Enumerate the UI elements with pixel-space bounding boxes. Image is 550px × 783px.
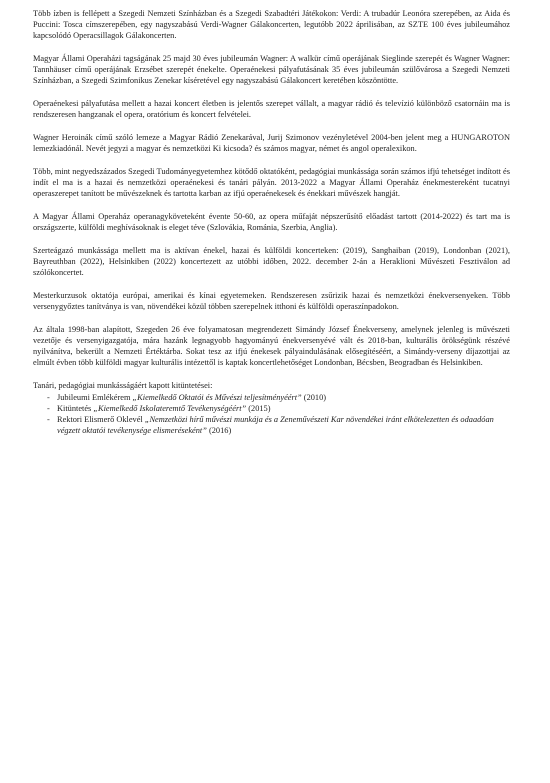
award-year: (2016): [206, 426, 232, 435]
award-prefix: Rektori Elismerő Oklevél: [57, 415, 145, 424]
paragraph-teaching-career: Több, mint negyedszázados Szegedi Tudományegyetemhez kötődő oktatóként, pedagógiai munkássága során számos ifjú tehetséget indított és indít el ma is a hazai és nemzetközi operaénekesi és tanári pályán. 2013-2022 a Magyar Állami Operaház énekmestereként tucatnyi operaszerepet tanított be művészeknek és tartotta karban az ifjú operaénekesek és énekkari művészek hangját.: [33, 167, 510, 198]
bullet-marker: -: [47, 404, 50, 413]
awards-intro: Tanári, pedagógiai munkásságáért kapott kitüntetései:: [33, 381, 213, 390]
award-prefix: Kitüntetés: [57, 404, 94, 413]
paragraph-wagner-album: Wagner Heroinák című szóló lemeze a Magyar Rádió Zenekarával, Jurij Szimonov vezényletével 2004-ben jelent meg a HUNGAROTON lemezkiadónál. Nevét jegyzi a magyar és nemzetközi Ki kicsoda? és számos magyar, német és angol operalexikon.: [33, 133, 510, 153]
award-year: (2015): [246, 404, 271, 413]
award-year: (2010): [301, 393, 327, 402]
paragraph-simandy-competition: Az általa 1998-ban alapított, Szegeden 26 éve folyamatosan megrendezett Simándy József Énekverseny, amelynek jelenleg is művészeti vezetője és versenyigazgatója, mára hazánk legnagyobb hagyományú énekversenyévé vált és 2018-ban, kulturális örökségünk részévé nyilvánítva, bekerült a Nemzeti Értéktárba. Sokat tesz az ifjú énekesek pályaindulásának elősegítéséért, a Simándy-verseny díjazottjai az elmúlt évben több külföldi magyar kulturális intézettől is kaptak koncertlehetőséget Londonban, Bécsben, Beogradban és Helsinkiben.: [33, 325, 510, 367]
paragraph-opera-jubilee: Magyar Állami Operaházi tagságának 25 majd 30 éves jubileumán Wagner: A walkür című operájának Sieglinde szerepét és Wagner Wagner: Tannhäuser című operájának Erzsébet szerepét énekelte. Operaénekesi pályafutásának 35 éves jubileumán szülővárosa a Szegedi Nemzeti Színházban, a Szegedi Szimfonikus Zenekar kíséretével egy nagyszabású Gálakoncert keretében köszöntötte.: [33, 54, 510, 85]
award-title: „Kiemelkedő Iskolateremtő Tevékenységéért”: [93, 404, 247, 413]
paragraph-opera-ambassador: A Magyar Állami Operaház operanagyköveteként évente 50-60, az opera műfaját népszerűsítő előadást tartott (2014-2022) és tart ma is országszerte, külföldi meghívásoknak is eleget téve (Szlovákia, Románia, Szerbia, Anglia).: [33, 212, 510, 232]
bullet-marker: -: [47, 415, 50, 424]
paragraph-szeged-performances: Több ízben is fellépett a Szegedi Nemzeti Színházban és a Szegedi Szabadtéri Játékokon: Verdi: A trubadúr Leonóra szerepében, az Aida és Puccini: Tosca címszerepében, egy nagyszabású Verdi-Wagner Gálakoncerten, legutóbb 2022 áprilisában, az SZTE 100 éves jubileumához kapcsolódó Operacsillagok Gálakoncerten.: [33, 9, 510, 40]
award-item-2016: [47, 414, 510, 436]
award-title: „Nemzetközi hírű művészi munkája és a Zeneművészeti Kar növendékei iránt elkötelezetten és odaadóan végzett oktatói tevékenysége elismeréseként”: [57, 415, 494, 435]
award-item-2010: [47, 392, 510, 403]
paragraph-recent-concerts: Szerteágazó munkássága mellett ma is aktívan énekel, hazai és külföldi koncerteken: (2019), Sanghaiban (2019), Londonban (2021), Bayreuthban (2022), Helsinkiben (2022) koncertezett az utóbbi időben, 2022. december 2-án a Heraklioni Művészeti Fesztiválon ad szólókoncertet.: [33, 246, 510, 277]
award-prefix: Jubileumi Emlékérem: [57, 393, 133, 402]
bullet-marker: -: [47, 393, 50, 402]
paragraph-masterclasses: Mesterkurzusok oktatója európai, amerikai és kínai egyetemeken. Rendszeresen zsűrizik hazai és nemzetközi énekversenyeken. Több versenygyőztes tanítványa is van, növendékei közül többen szerepelnek itthoni és külföldi operaszínpadokon.: [33, 291, 510, 311]
award-item-2015: [47, 403, 510, 414]
awards-list: [33, 392, 510, 436]
award-title: „Kiemelkedő Oktatói és Művészi teljesítményéért”: [132, 393, 302, 402]
paragraph-concert-career: Operaénekesi pályafutása mellett a hazai koncert életben is jelentős szerepet vállalt, a magyar rádió és televízió különböző csatornáin ma is rendszeresen hangzanak el opera, oratórium és koncert felvételei.: [33, 99, 510, 119]
